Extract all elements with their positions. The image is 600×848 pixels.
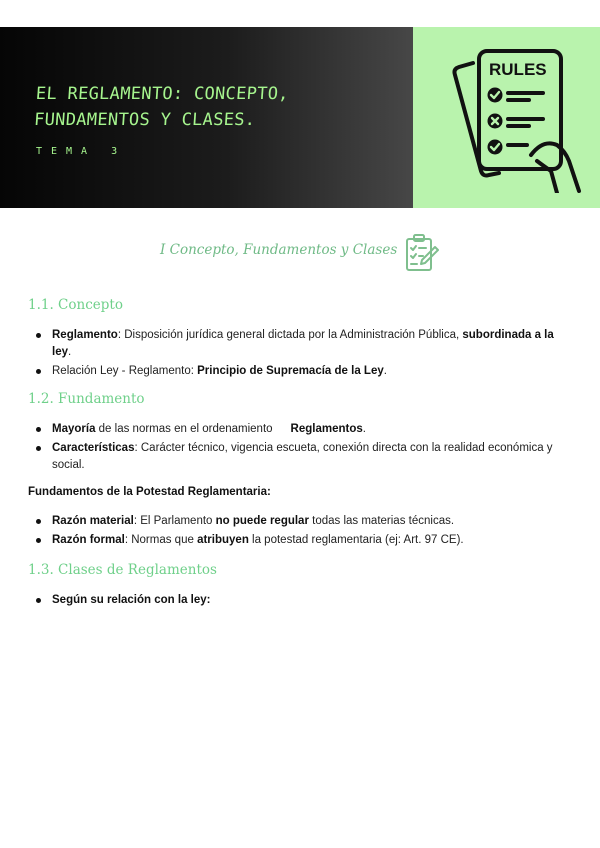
svg-text:RULES: RULES [489, 60, 547, 79]
list-item: Razón formal: Normas que atribuyen la potestad reglamentaria (ej: Art. 97 CE). [35, 532, 575, 549]
fundamento-heading: 1.2. Fundamento [28, 391, 145, 407]
header-title-panel [0, 27, 413, 208]
list-item: Reglamento: Disposición jurídica general dictada por la Administración Pública, subordinada a la ley. [35, 327, 575, 361]
concepto-list [35, 327, 575, 382]
header-banner [0, 27, 600, 208]
document-subtitle: TEMA 3 [36, 146, 127, 157]
list-item: Razón material: El Parlamento no puede regular todas las materias técnicas. [35, 513, 575, 530]
rules-checklist-icon [445, 43, 585, 193]
clipboard-edit-icon [404, 233, 440, 273]
potestad-list [35, 513, 575, 551]
list-item: Características: Carácter técnico, vigencia escueta, conexión directa con la realidad económica y social. [35, 440, 575, 474]
header-icon-panel [413, 27, 600, 208]
list-item: Mayoría de las normas en el ordenamiento Reglamentos. [35, 421, 575, 438]
potestad-heading: Fundamentos de la Potestad Reglamentaria: [28, 486, 271, 498]
clases-heading: 1.3. Clases de Reglamentos [28, 562, 217, 578]
fundamento-list [35, 421, 575, 476]
document-title: EL REGLAMENTO: CONCEPTO, FUNDAMENTOS Y CLASES. [33, 84, 290, 130]
list-item: Relación Ley - Reglamento: Principio de Supremacía de la Ley. [35, 363, 575, 380]
list-item: Según su relación con la ley: [35, 592, 575, 609]
section-heading: I Concepto, Fundamentos y Clases [160, 242, 398, 258]
concepto-heading: 1.1. Concepto [28, 297, 123, 313]
clases-list [35, 592, 575, 611]
